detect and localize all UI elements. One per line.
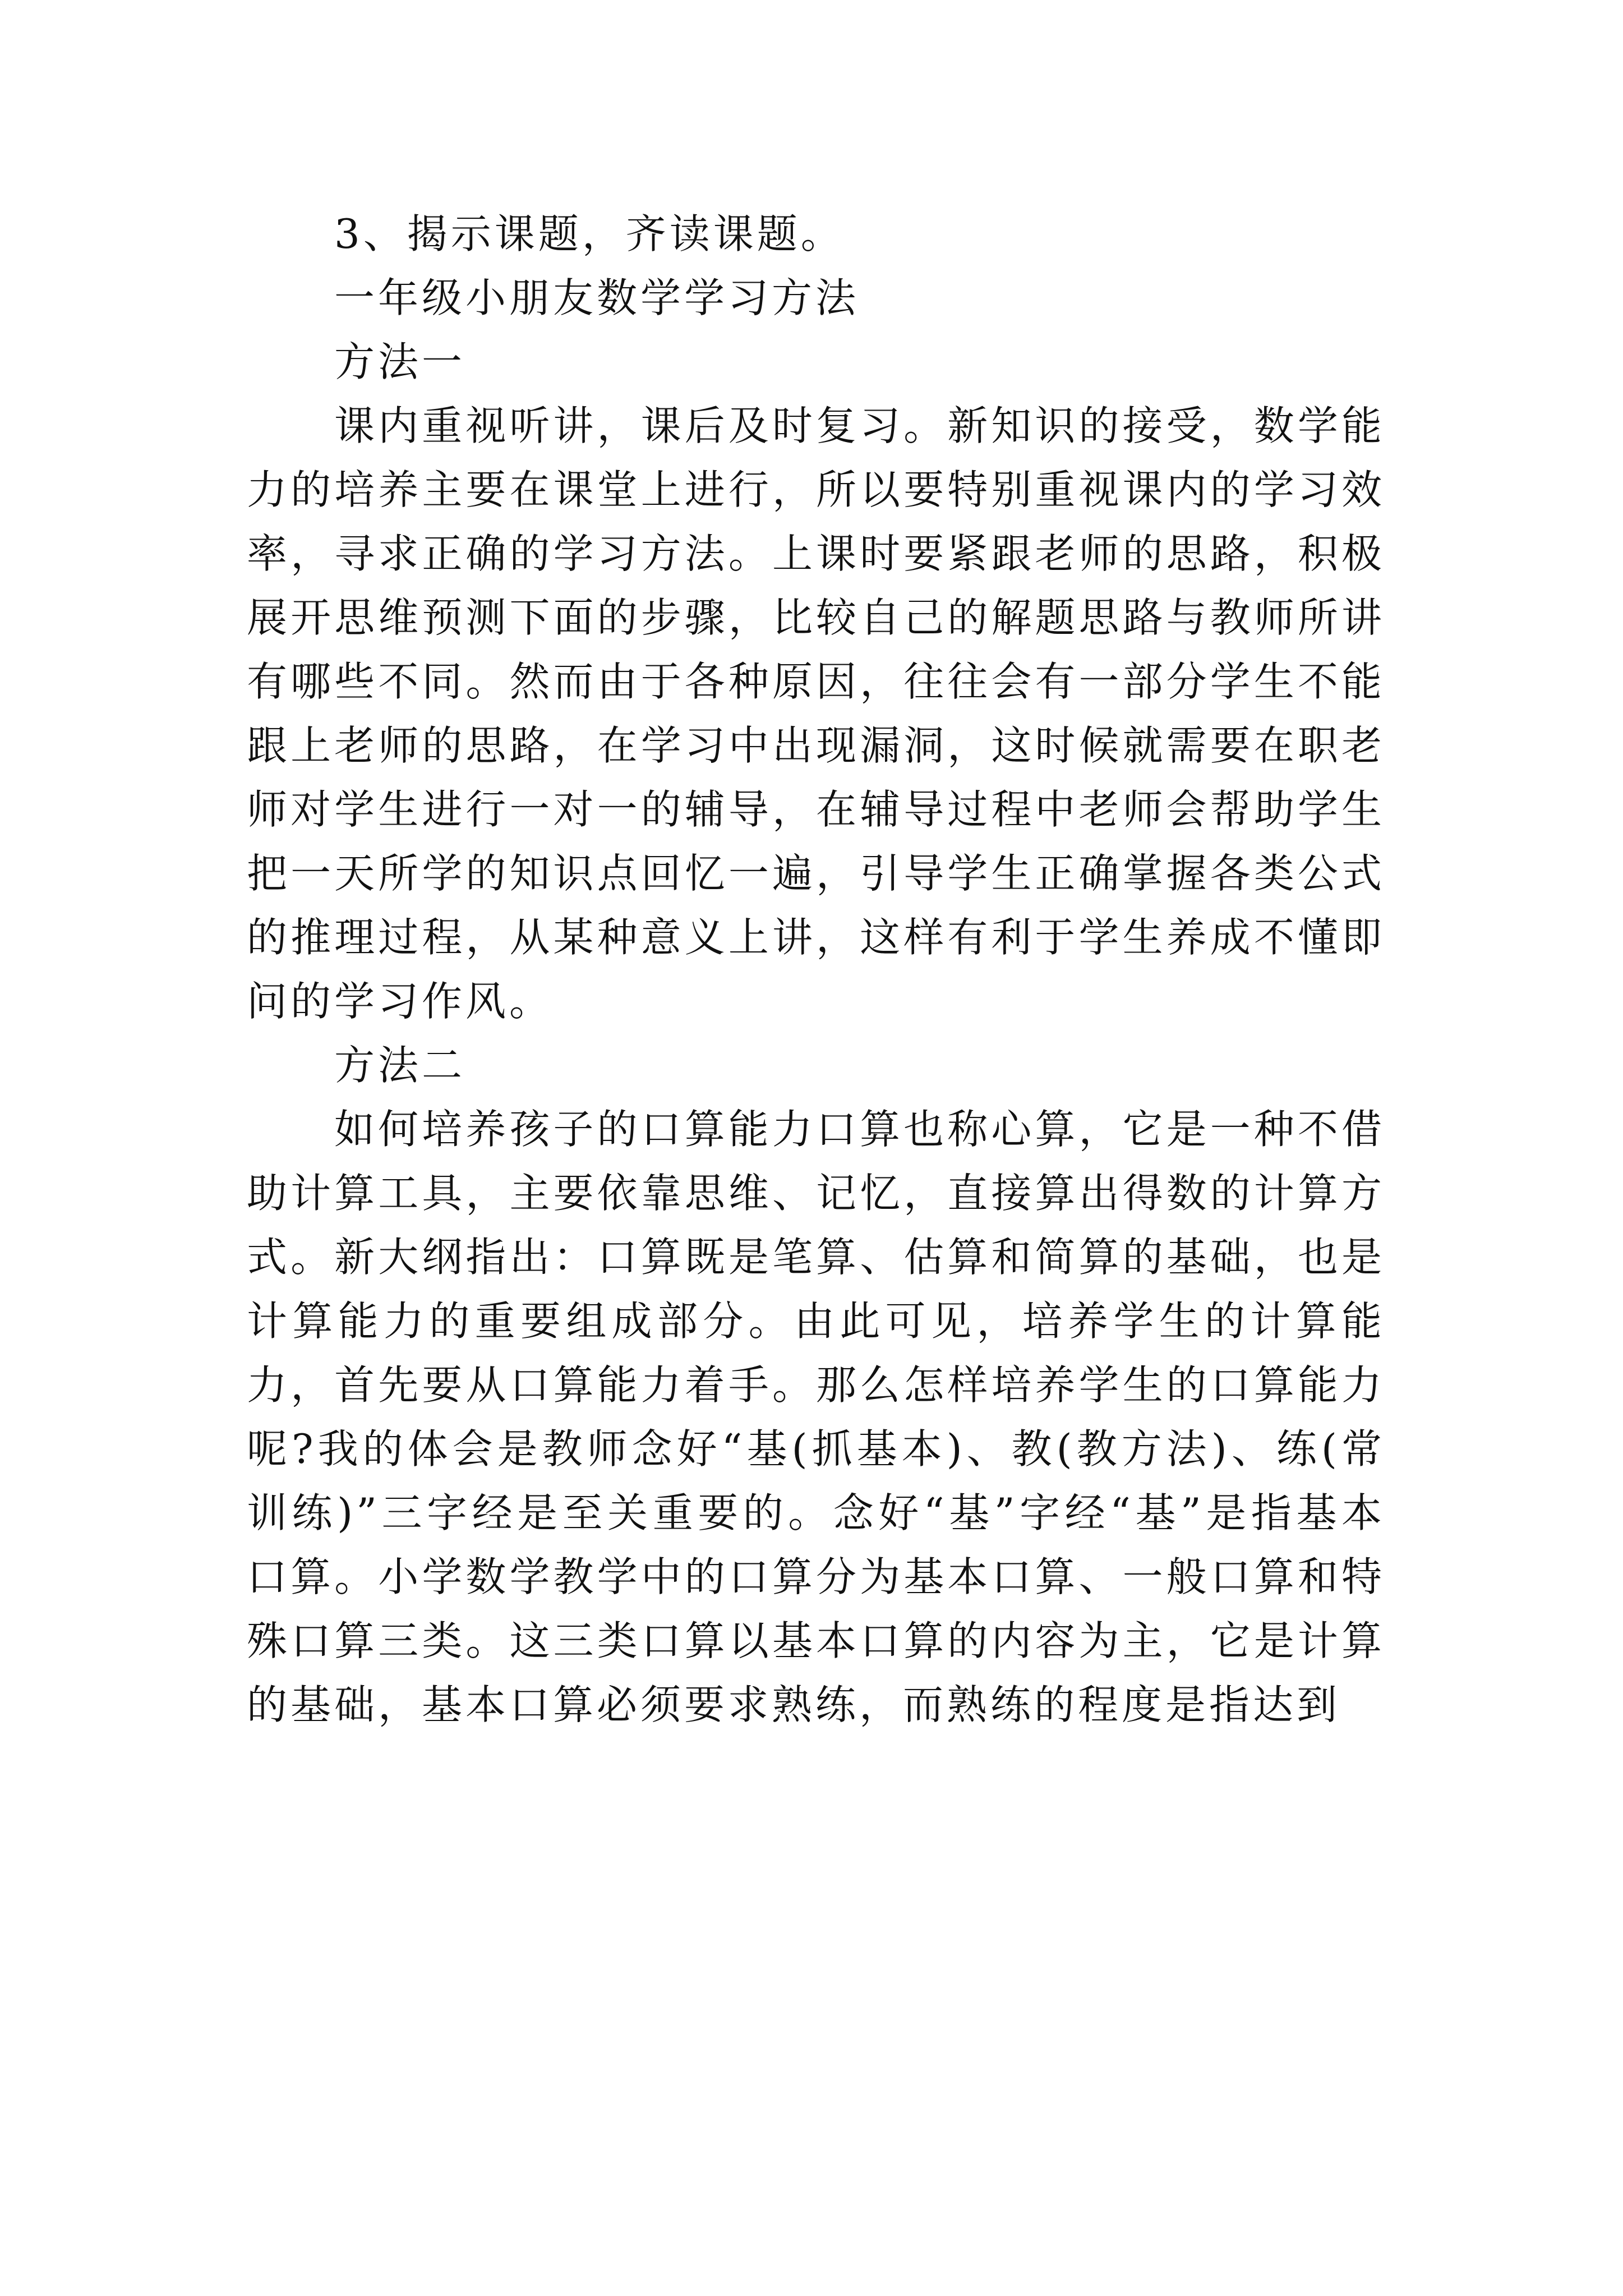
section-heading: 一年级小朋友数学学习方法: [334, 274, 860, 321]
method-one-heading: 方法一: [334, 338, 466, 385]
document-body: [247, 202, 1385, 1737]
method-two-paragraph: 如何培养孩子的口算能力口算也称心算，它是一种不借助计算工具，主要依靠思维、记忆，直接算出得数的计算方式。新大纲指出：口算既是笔算、估算和简算的基础，也是计算能力的重要组成部分。由此可见，培养学生的计算能力，首先要从口算能力着手。那么怎样培养学生的口算能力呢?我的体会是教师念好“基(抓基本)、教(教方法)、练(常训练)”三字经是至关重要的。念好“基”字经“基”是指基本口算。小学数学教学中的口算分为基本口算、一般口算和特殊口算三类。这三类口算以基本口算的内容为主，它是计算的基础，基本口算必须要求熟练，而熟练的程度是指达到: [247, 1106, 1385, 1728]
paragraph-step-3: 3、揭示课题，齐读课题。: [334, 210, 845, 257]
method-two-heading: 方法二: [334, 1042, 466, 1089]
method-one-paragraph: 课内重视听讲，课后及时复习。新知识的接受，数学能力的培养主要在课堂上进行，所以要特别重视课内的学习效率，寻求正确的学习方法。上课时要紧跟老师的思路，积极展开思维预测下面的步骤，比较自己的解题思路与教师所讲有哪些不同。然而由于各种原因，往往会有一部分学生不能跟上老师的思路，在学习中出现漏洞，这时候就需要在职老师对学生进行一对一的辅导，在辅导过程中老师会帮助学生把一天所学的知识点回忆一遍，引导学生正确掌握各类公式的推理过程，从某种意义上讲，这样有利于学生养成不懂即问的学习作风。: [247, 402, 1385, 1025]
